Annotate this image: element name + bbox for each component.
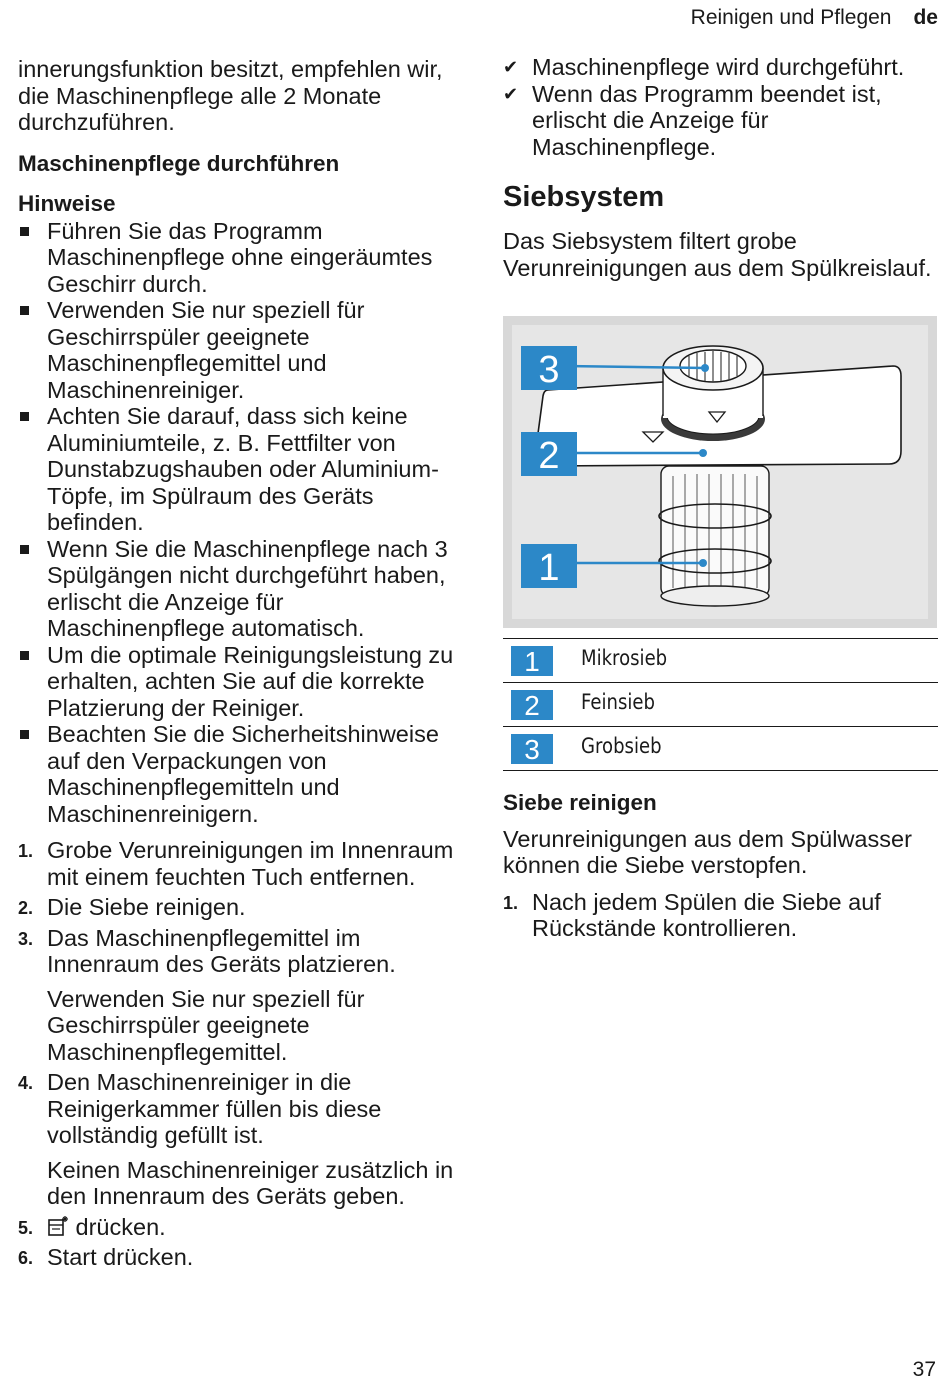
legend-row (503, 727, 938, 771)
step-item: 5. drücken. (18, 1213, 166, 1240)
heading-siebsystem: Siebsystem (503, 181, 665, 213)
bullet-marker (20, 651, 29, 660)
note-item: Um die optimale Reinigungsleistung zu erhalten, achten Sie auf die korrekte Platzierung der Reiniger. (18, 642, 458, 722)
notes-list (18, 218, 458, 828)
heading-siebe-reinigen: Siebe reinigen (503, 790, 657, 815)
legend-number: 2 (511, 690, 553, 720)
header-section-title: Reinigen und Pflegen (690, 6, 892, 29)
callout-label: 2 (538, 435, 560, 477)
note-item: Verwenden Sie nur speziell für Geschirrspüler geeignete Maschinenpflegemittel und Maschinenreiniger. (18, 297, 458, 403)
step-item: 4. Den Maschinenreiniger in die Reinigerkammer füllen bis diese vollständig gefüllt ist. Keinen Maschinenreiniger zusätzlich in den Innenraum des Geräts geben. (18, 1069, 458, 1210)
left-column (18, 56, 458, 1271)
siebsystem-intro: Das Siebsystem filtert grobe Verunreinigungen aus dem Spülkreislauf. (503, 228, 932, 281)
machine-care-icon (47, 1215, 69, 1237)
bullet-marker (20, 412, 29, 421)
right-column-lower (503, 790, 939, 942)
note-item: Achten Sie darauf, dass sich keine Aluminiumteile, z. B. Fettfilter von Dunstabzugshauben oder Aluminium-Töpfe, im Spülraum des Geräts befinden. (18, 403, 458, 536)
step-item: 1. Grobe Verunreinigungen im Innenraum mit einem feuchten Tuch entfernen. (18, 837, 454, 890)
step-item: 6. Start drücken. (18, 1244, 194, 1270)
legend-number: 1 (511, 646, 553, 676)
figure-legend-table (503, 638, 938, 771)
start-button-label: Start (47, 1244, 97, 1270)
step-item: 2. Die Siebe reinigen. (18, 894, 246, 920)
legend-number: 3 (511, 734, 553, 764)
page-number: 37 (912, 1358, 936, 1381)
intro-paragraph: innerungsfunktion besitzt, empfehlen wir, die Maschinenpflege alle 2 Monate durchzuführen. (18, 56, 443, 135)
callout-label: 3 (538, 349, 560, 391)
note-item: Führen Sie das Programm Maschinenpflege ohne eingeräumtes Geschirr durch. (18, 218, 458, 298)
check-icon: ✔ (503, 57, 519, 77)
bullet-marker (20, 227, 29, 236)
legend-row (503, 683, 938, 727)
page-header (691, 6, 938, 30)
step-sub-note: Keinen Maschinenreiniger zusätzlich in den Innenraum des Geräts geben. (47, 1156, 454, 1209)
legend-label: Grobsieb (581, 734, 662, 758)
heading-maschinenpflege: Maschinenpflege durchführen (18, 150, 340, 176)
right-column (503, 54, 939, 281)
bullet-marker (20, 730, 29, 739)
siebe-steps-list (503, 889, 939, 942)
note-item: Wenn Sie die Maschinenpflege nach 3 Spülgängen nicht durchgeführt haben, erlischt die Anzeige für Maschinenpflege automatisch. (18, 536, 458, 642)
step-item: 1. Nach jedem Spülen die Siebe auf Rückstände kontrollieren. (503, 888, 881, 941)
results-list (503, 54, 939, 160)
siebe-intro: Verunreinigungen aus dem Spülwasser können die Siebe verstopfen. (503, 825, 912, 878)
result-item: ✔ Wenn das Programm beendet ist, erlischt die Anzeige für Maschinenpflege. (503, 80, 882, 160)
check-icon: ✔ (503, 83, 519, 104)
legend-label: Feinsieb (581, 690, 655, 714)
result-item: ✔ Maschinenpflege wird durchgeführt. (503, 54, 905, 80)
bullet-marker (20, 545, 29, 554)
steps-list (18, 837, 458, 1271)
legend-label: Mikrosieb (581, 646, 668, 670)
step-item: 3. Das Maschinenpflegemittel im Innenraum des Geräts platzieren. Verwenden Sie nur speziell für Geschirrspüler geeignete Maschinenpflegemittel. (18, 925, 458, 1066)
header-language: de (913, 6, 938, 29)
step-sub-note: Verwenden Sie nur speziell für Geschirrspüler geeignete Maschinenpflegemittel. (47, 985, 365, 1065)
notes-heading: Hinweise (18, 191, 116, 216)
note-item: Beachten Sie die Sicherheitshinweise auf den Verpackungen von Maschinenpflegemitteln und Maschinenreinigern. (18, 721, 458, 827)
legend-row (503, 639, 938, 683)
callout-label: 1 (538, 547, 560, 589)
filter-system-illustration (503, 316, 937, 628)
bullet-marker (20, 306, 29, 315)
